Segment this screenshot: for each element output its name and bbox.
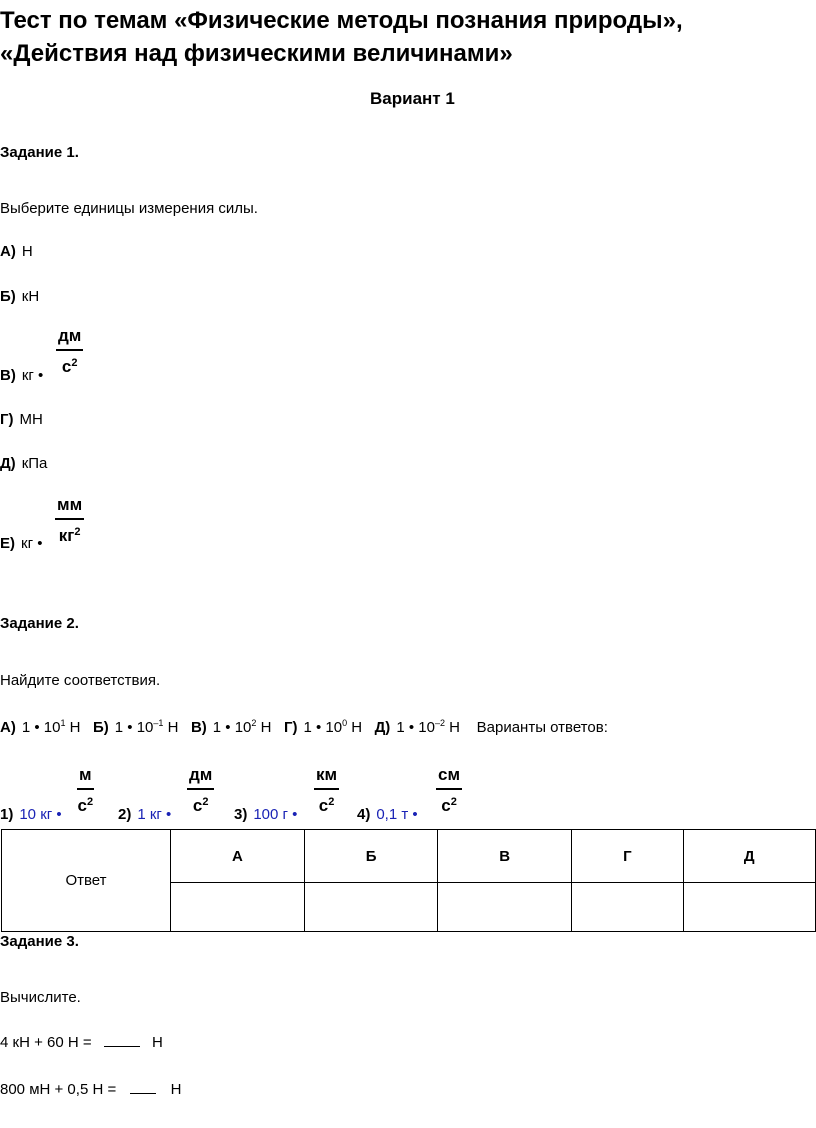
option-text: Н (21, 243, 33, 260)
answer-cell[interactable] (438, 883, 572, 932)
unit-fraction (56, 326, 83, 377)
answer-blank[interactable] (130, 1093, 156, 1094)
page-title (0, 4, 683, 70)
unit-fraction: м $с^2$ (77, 765, 94, 815)
answer-cell[interactable] (304, 883, 437, 932)
task2-items-line (0, 718, 608, 736)
expression: 4 кН + 60 Н = (0, 1034, 92, 1051)
option-label: В) (0, 367, 16, 384)
task1-option-e (0, 535, 42, 552)
option-text: кПа (21, 455, 48, 472)
option-label: Д) (0, 455, 16, 472)
option-label: Г) (0, 411, 14, 428)
column-header: Д (683, 830, 815, 883)
answer-cell[interactable] (572, 883, 683, 932)
fraction-numerator: мм (57, 495, 83, 514)
answer-table (1, 829, 816, 932)
variant-label: Вариант 1 (370, 89, 455, 108)
fraction-denominator: $кг^2$ (58, 526, 81, 545)
answer-variant-1: 1) 10 кг • (0, 806, 62, 823)
task2-item: А) 1 • $10^1$ Н (0, 718, 81, 736)
task3-prompt: Вычислите. (0, 989, 81, 1006)
task1-option-a (0, 243, 33, 260)
answer-variant-3: 3) 100 г • (234, 806, 298, 823)
unit-fraction (55, 495, 84, 546)
task3-line-1 (0, 1034, 163, 1051)
option-text: МН (19, 411, 43, 428)
task1-prompt: Выберите единицы измерения силы. (0, 200, 258, 217)
answer-variant-2: 2) 1 кг • (118, 806, 172, 823)
expression: 800 мН + 0,5 Н = (0, 1081, 117, 1098)
answer-cell[interactable] (171, 883, 305, 932)
unit-fraction: см $с^2$ (438, 765, 461, 815)
task2-item: В) 1 • $10^2$ Н (190, 718, 272, 736)
option-text: кг • (21, 367, 44, 384)
task1-option-v (0, 367, 43, 384)
column-header: Б (304, 830, 437, 883)
task2-item: Б) 1 • $10^{-1}$ Н (93, 718, 179, 736)
unit-fraction: км $с^2$ (316, 765, 338, 815)
answer-cell[interactable] (683, 883, 815, 932)
task2-item: Г) 1 • $10^0$ Н (283, 718, 363, 736)
fraction-numerator: дм (58, 326, 82, 345)
fraction-denominator: $с^2$ (61, 357, 78, 376)
task1-option-d (0, 455, 47, 472)
column-header: Г (572, 830, 683, 883)
task1-option-b (0, 288, 39, 305)
task2-prompt: Найдите соответствия. (0, 672, 161, 689)
title-line-1: Тест по темам «Физические методы познания природы», (0, 7, 683, 34)
option-text: кг • (21, 535, 43, 552)
task3-line-2 (0, 1081, 181, 1098)
answers-caption: Варианты ответов: (476, 719, 608, 736)
answer-row-label: Ответ (2, 830, 171, 932)
unit: Н (170, 1081, 182, 1098)
task1-heading: Задание 1. (0, 144, 79, 161)
option-text: кН (21, 288, 40, 305)
option-label: Б) (0, 288, 16, 305)
option-label: Е) (0, 535, 15, 552)
column-header: В (438, 830, 572, 883)
task3-heading: Задание 3. (0, 933, 79, 950)
task2-heading: Задание 2. (0, 615, 79, 632)
unit-fraction: дм $с^2$ (189, 765, 213, 815)
title-line-2: «Действия над физическими величинами» (0, 40, 513, 67)
option-label: А) (0, 243, 16, 260)
task1-option-g (0, 411, 43, 428)
unit: Н (151, 1034, 163, 1051)
answer-blank[interactable] (104, 1046, 140, 1047)
column-header: А (171, 830, 305, 883)
answer-variant-4: 4) 0,1 т • (357, 806, 418, 823)
task2-item: Д) 1 • $10^{-2}$ Н (374, 718, 460, 736)
